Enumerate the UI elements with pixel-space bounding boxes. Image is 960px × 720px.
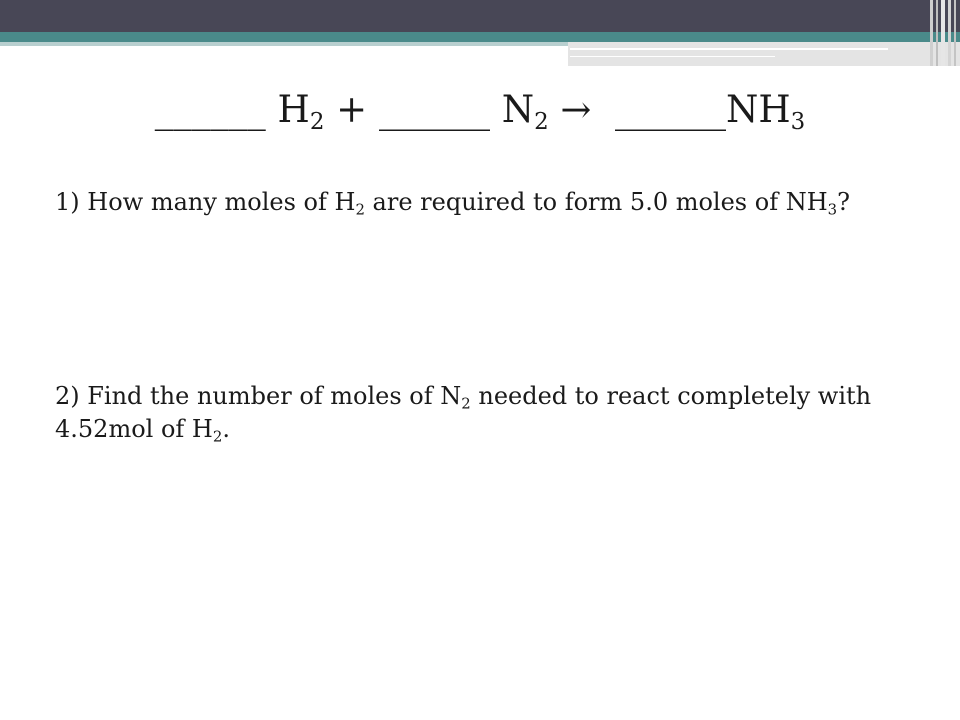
header-stripe (954, 0, 956, 66)
equation-n2: N (501, 88, 535, 131)
equation-blank-nh3: ______ (603, 88, 726, 131)
equation-arrow: → (548, 88, 604, 131)
equation-blank-n2: ______ (378, 88, 502, 131)
header-grey-accent (568, 42, 960, 66)
equation-n2-subscript: 2 (534, 108, 549, 135)
question-1-subscript: 2 (355, 200, 365, 219)
question-2-subscript: 2 (212, 427, 223, 446)
equation-plus: + (324, 88, 379, 131)
header-stripe (930, 0, 933, 66)
header-stripe (936, 0, 938, 66)
equation-nh3: NH (725, 88, 791, 131)
equation-nh3-subscript: 3 (790, 108, 806, 135)
question-1-text: are required to form 5.0 moles of NH (364, 188, 828, 216)
question-1-subscript: 3 (827, 200, 838, 219)
question-2-text: . (222, 415, 230, 443)
question-1 (55, 186, 915, 219)
question-1-text: 1) How many moles of H (55, 188, 356, 216)
header-accent-line-2 (570, 56, 775, 57)
question-2-subscript: 2 (461, 394, 471, 413)
question-2 (55, 380, 915, 446)
equation-h2: H (277, 88, 310, 131)
question-2-text: 2) Find the number of moles of N (55, 382, 462, 410)
header-dark-band (0, 0, 960, 32)
question-2-text: needed to react completely with 4.52mol of H (55, 382, 872, 443)
header-stripe (941, 0, 945, 66)
question-1-text: ? (837, 188, 850, 216)
header-stripe (948, 0, 951, 66)
equation-blank-h2: ______ (154, 88, 278, 131)
equation-h2-subscript: 2 (309, 108, 325, 135)
header-teal-band (0, 32, 960, 42)
header-accent-line (570, 48, 888, 50)
header-teal-highlight (0, 42, 570, 46)
chemical-equation (0, 86, 960, 134)
